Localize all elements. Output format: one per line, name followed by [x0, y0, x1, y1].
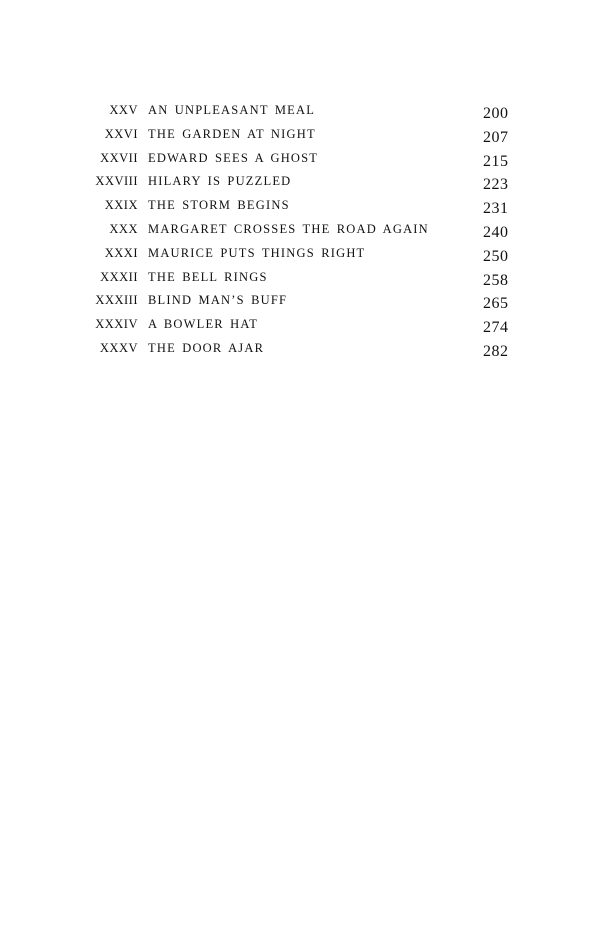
chapter-number: XXXIII	[95, 293, 138, 308]
chapter-number: XXXI	[104, 245, 138, 260]
toc-entry	[84, 338, 524, 362]
toc-entry	[84, 195, 524, 219]
chapter-number: XXV	[109, 103, 138, 117]
toc-entry	[84, 267, 524, 291]
page-number: 250	[483, 247, 509, 265]
chapter-number: XXVIII	[95, 174, 138, 189]
chapter-number: XXXII	[100, 269, 138, 284]
page-number: 207	[483, 128, 509, 146]
chapter-number: XXVI	[104, 126, 138, 141]
chapter-number: XXXIV	[95, 317, 138, 332]
chapter-title: EDWARD SEES A GHOST	[148, 150, 319, 165]
page-number: 215	[483, 152, 509, 170]
chapter-number: XXX	[109, 221, 138, 236]
page-number: 240	[483, 223, 509, 241]
table-of-contents	[84, 100, 524, 362]
toc-entry	[84, 243, 524, 267]
toc-entry	[84, 290, 524, 314]
page-number: 265	[483, 295, 509, 313]
page-number: 231	[483, 200, 509, 218]
page-number: 200	[483, 105, 509, 122]
toc-entry	[84, 124, 524, 148]
page-number: 274	[483, 319, 509, 337]
chapter-title: THE BELL RINGS	[148, 269, 268, 284]
toc-entry	[84, 100, 524, 124]
chapter-title: A BOWLER HAT	[148, 317, 259, 332]
chapter-number: XXIX	[104, 198, 138, 213]
chapter-title: THE DOOR AJAR	[148, 340, 265, 355]
chapter-number: XXXV	[99, 340, 138, 355]
toc-entry	[84, 148, 524, 172]
chapter-title: HILARY IS PUZZLED	[148, 174, 292, 189]
page-number: 258	[483, 271, 509, 289]
page-number: 223	[483, 176, 509, 194]
toc-entry	[84, 219, 524, 243]
chapter-title: MAURICE PUTS THINGS RIGHT	[148, 245, 366, 260]
chapter-title: THE STORM BEGINS	[148, 198, 290, 213]
chapter-title: THE GARDEN AT NIGHT	[148, 126, 316, 141]
chapter-title: MARGARET CROSSES THE ROAD AGAIN	[148, 221, 429, 236]
toc-entry	[84, 314, 524, 338]
chapter-title: BLIND MAN’S BUFF	[148, 293, 288, 308]
chapter-number: XXVII	[100, 150, 138, 165]
toc-entry	[84, 171, 524, 195]
page-number: 282	[483, 342, 509, 360]
chapter-title: AN UNPLEASANT MEAL	[148, 103, 316, 117]
